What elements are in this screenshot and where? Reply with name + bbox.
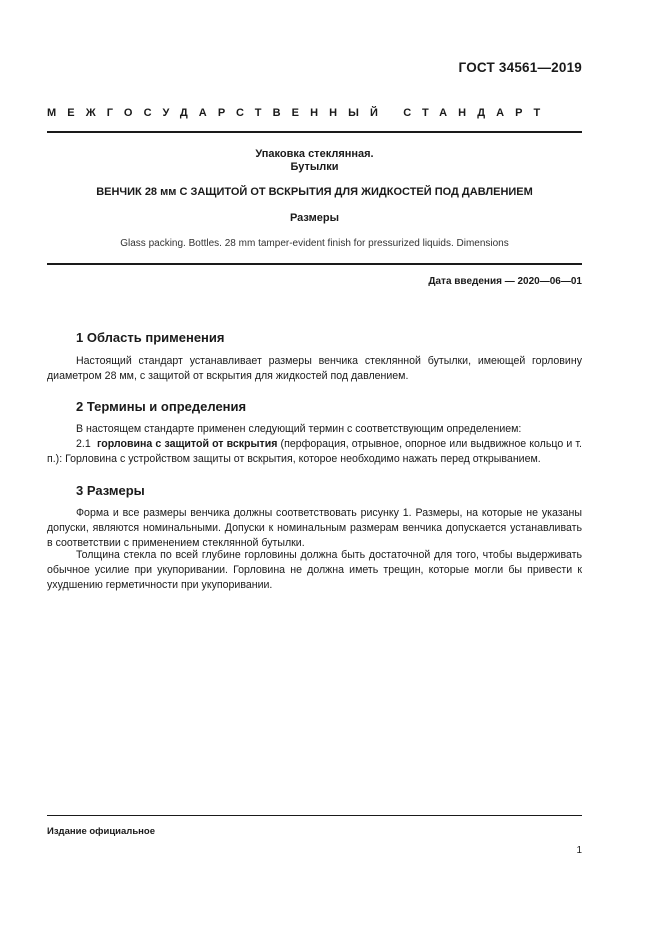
introduction-date: Дата введения — 2020—06—01 (428, 276, 582, 287)
document-main-title: ВЕНЧИК 28 мм С ЗАЩИТОЙ ОТ ВСКРЫТИЯ ДЛЯ ЖИДКОСТЕЙ ПОД ДАВЛЕНИЕМ (96, 186, 533, 198)
section-3-paragraph-1: Форма и все размеры венчика должны соответствовать рисунку 1. Размеры, на которые не указаны допуски, являются номинальными. Допуски к номинальным размерам венчика допускается устанавливать в соответствии с применением стеклянной бутылки. (47, 507, 582, 550)
title-rule (47, 263, 582, 265)
document-subtitle: Размеры (289, 212, 339, 224)
term-number: 2.1 (76, 438, 91, 450)
section-1-heading: 1 Область применения (76, 330, 225, 345)
term-definition (47, 437, 582, 467)
section-2-heading: 2 Термины и определения (76, 399, 247, 414)
footer-rule (47, 815, 582, 816)
header-rule (47, 131, 582, 133)
section-2-paragraph: В настоящем стандарте применен следующий термин с соответствующим определением: (76, 423, 522, 435)
term-name: горловина с защитой от вскрытия (96, 438, 278, 450)
title-line-2: Бутылки (290, 161, 339, 173)
official-edition-label: Издание официальное (47, 826, 155, 837)
section-3-paragraph-2: Толщина стекла по всей глубине горловины должна быть достаточной для того, чтобы выдерживать обычное усилие при укупоривании. Горловина не должна иметь трещин, которые могли бы привести к ухудшению герметичности при укупоривании. (47, 549, 582, 592)
interstate-standard-label: МЕЖГОСУДАРСТВЕННЫЙ СТАНДАРТ (47, 107, 552, 119)
term-definition-text: (перфорация, отрывное, опорное или выдвижное кольцо и т. п.): Горловина с устройством защиты от вскрытия, которое необходимо нажать перед открыванием. (47, 438, 582, 466)
title-line-1: Упаковка стеклянная. (255, 148, 374, 160)
section-3-heading: 3 Размеры (76, 483, 145, 498)
document-code: ГОСТ 34561—2019 (458, 60, 582, 75)
page-number: 1 (576, 845, 582, 856)
section-1-paragraph: Настоящий стандарт устанавливает размеры венчика стеклянной бутылки, имеющей горловину диаметром 28 мм, с защитой от вскрытия для жидкостей под давлением. (47, 355, 582, 383)
english-title: Glass packing. Bottles. 28 mm tamper-evident finish for pressurized liquids. Dimensions (120, 238, 509, 249)
